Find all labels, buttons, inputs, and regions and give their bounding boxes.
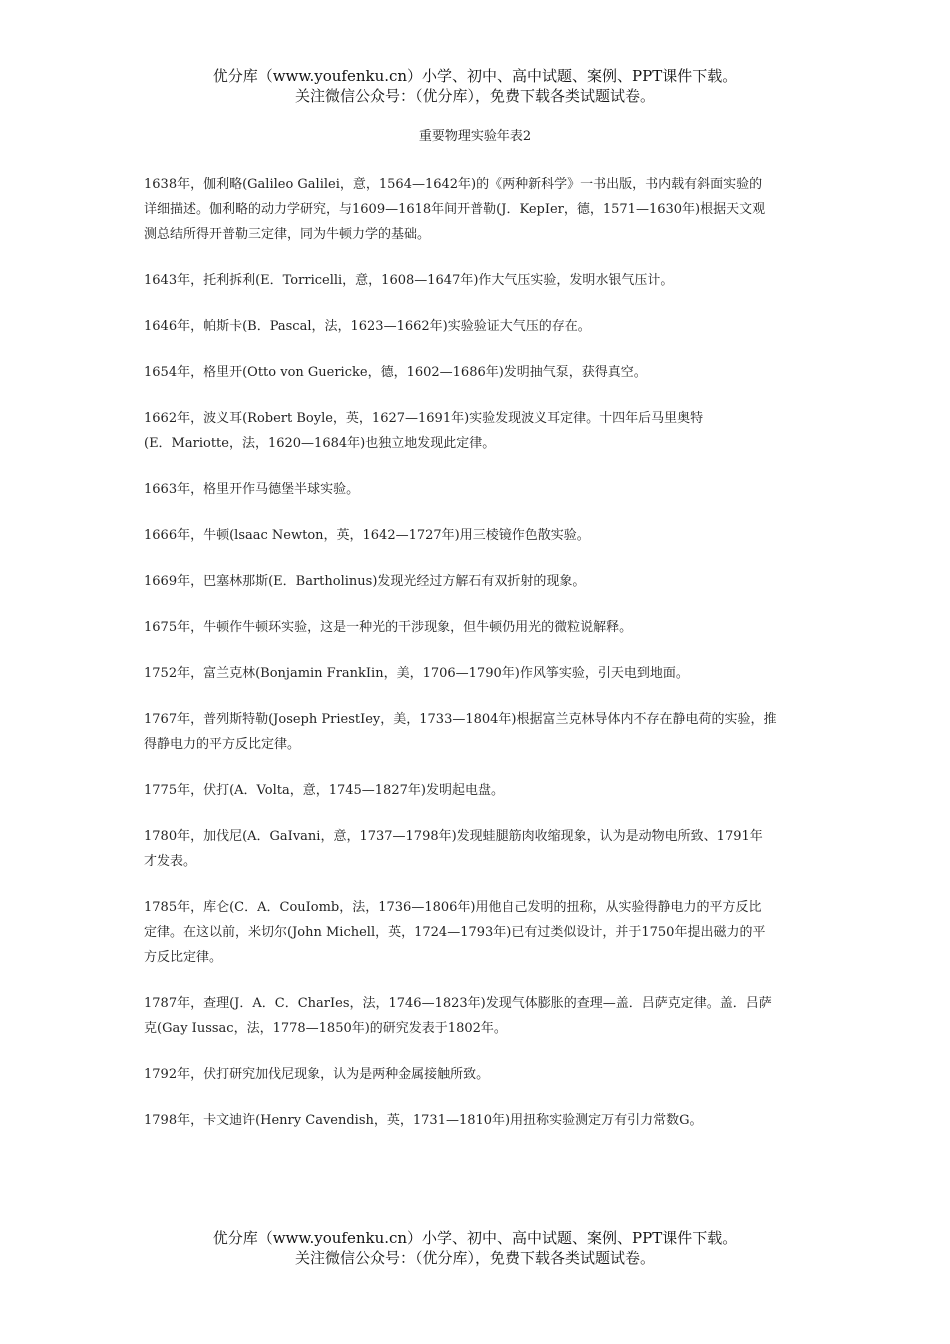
entry-text-line: 测总结所得开普勒三定律，同为牛顿力学的基础。 <box>144 227 431 242</box>
entry-text-line: 1643年，托利拆利(E．Torricelli，意，1608—1647年)作大气压实验，发明水银气压计。 <box>144 273 674 288</box>
entry-text-line: 1654年，格里开(Otto von Guericke，德，1602—1686年)发明抽气泵，获得真空。 <box>144 365 647 380</box>
entry-text-line: 1775年，伏打(A．Volta，意，1745—1827年)发明起电盘。 <box>144 783 504 798</box>
timeline-entry <box>144 172 806 247</box>
timeline-entry <box>144 778 806 803</box>
entry-text-line: 克(Gay Iussac，法，1778—1850年)的研究发表于1802年。 <box>144 1021 507 1036</box>
entry-text-line: 1638年，伽利略(Galileo Galilei，意，1564—1642年)的《两种新科学》一书出版，书内载有斜面实验的 <box>144 177 763 192</box>
timeline-entry <box>144 991 806 1041</box>
timeline-entry <box>144 523 806 548</box>
timeline-entry <box>144 661 806 686</box>
entry-text-line: 方反比定律。 <box>144 950 223 965</box>
entry-text-line: 才发表。 <box>144 854 197 869</box>
entry-text-line: 1646年，帕斯卡(B．Pascal，法，1623—1662年)实验验证大气压的存在。 <box>144 319 591 334</box>
entry-text-line: 1792年，伏打研究加伐尼现象，认为是两种金属接触所致。 <box>144 1067 490 1082</box>
entry-text-line: 1669年，巴塞林那斯(E．Bartholinus)发现光经过方解石有双折射的现象。 <box>144 574 586 589</box>
timeline-entry <box>144 569 806 594</box>
timeline-entry <box>144 895 806 970</box>
timeline-entry <box>144 406 806 456</box>
entry-text-line: 1675年，牛顿作牛顿环实验，这是一种光的干涉现象，但牛顿仍用光的微粒说解释。 <box>144 620 633 635</box>
entry-text-line: 1662年，波义耳(Robert Boyle，英，1627—1691年)实验发现波义耳定律。十四年后马里奥特 <box>144 411 704 426</box>
footer-banner <box>0 1228 950 1268</box>
entry-text-line: 1785年，库仑(C．A．CouIomb，法，1736—1806年)用他自己发明的扭称，从实验得静电力的平方反比 <box>144 900 762 915</box>
timeline-entries <box>144 172 806 1154</box>
timeline-entry <box>144 824 806 874</box>
footer-line-2: 关注微信公众号：（优分库），免费下载各类试题试卷。 <box>294 1249 655 1267</box>
footer-line-1: 优分库（www.youfenku.cn）小学、初中、高中试题、案例、PPT课件下载。 <box>212 1229 738 1247</box>
timeline-entry <box>144 707 806 757</box>
timeline-entry <box>144 314 806 339</box>
document-title: 重要物理实验年表2 <box>418 129 532 144</box>
timeline-entry <box>144 268 806 293</box>
entry-text-line: 1798年，卡文迪许(Henry Cavendish，英，1731—1810年)用扭称实验测定万有引力常数G。 <box>144 1113 703 1128</box>
entry-text-line: 1663年，格里开作马德堡半球实验。 <box>144 482 360 497</box>
entry-text-line: 得静电力的平方反比定律。 <box>144 737 301 752</box>
timeline-entry <box>144 360 806 385</box>
timeline-entry <box>144 1062 806 1087</box>
header-line-2: 关注微信公众号：（优分库），免费下载各类试题试卷。 <box>294 87 655 105</box>
timeline-entry <box>144 477 806 502</box>
entry-text-line: 1752年，富兰克林(Bonjamin FrankIin，美，1706—1790年)作风筝实验，引天电到地面。 <box>144 666 689 681</box>
entry-text-line: 1787年，查理(J．A．C．CharIes，法，1746—1823年)发现气体膨胀的查理—盖．吕萨克定律。盖．吕萨 <box>144 996 772 1011</box>
entry-text-line: 定律。在这以前，米切尔(John Michell，英，1724—1793年)已有过类似设计，并于1750年提出磁力的平 <box>144 925 766 940</box>
entry-text-line: (E．Mariotte，法，1620—1684年)也独立地发现此定律。 <box>144 436 496 451</box>
entry-text-line: 1666年，牛顿(lsaac Newton，英，1642—1727年)用三棱镜作色散实验。 <box>144 528 590 543</box>
header-line-1: 优分库（www.youfenku.cn）小学、初中、高中试题、案例、PPT课件下载。 <box>212 67 738 85</box>
timeline-entry <box>144 1108 806 1133</box>
entry-text-line: 1780年，加伐尼(A．GaIvani，意，1737—1798年)发现蛙腿筋肉收缩现象，认为是动物电所致、1791年 <box>144 829 763 844</box>
header-banner <box>0 66 950 106</box>
entry-text-line: 详细描述。伽利略的动力学研究，与1609—1618年间开普勒(J．KepIer，德，1571—1630年)根据天文观 <box>144 202 766 217</box>
timeline-entry <box>144 615 806 640</box>
entry-text-line: 1767年，普列斯特勒(Joseph PriestIey，美，1733—1804年)根据富兰克林导体内不存在静电荷的实验，推 <box>144 712 777 727</box>
